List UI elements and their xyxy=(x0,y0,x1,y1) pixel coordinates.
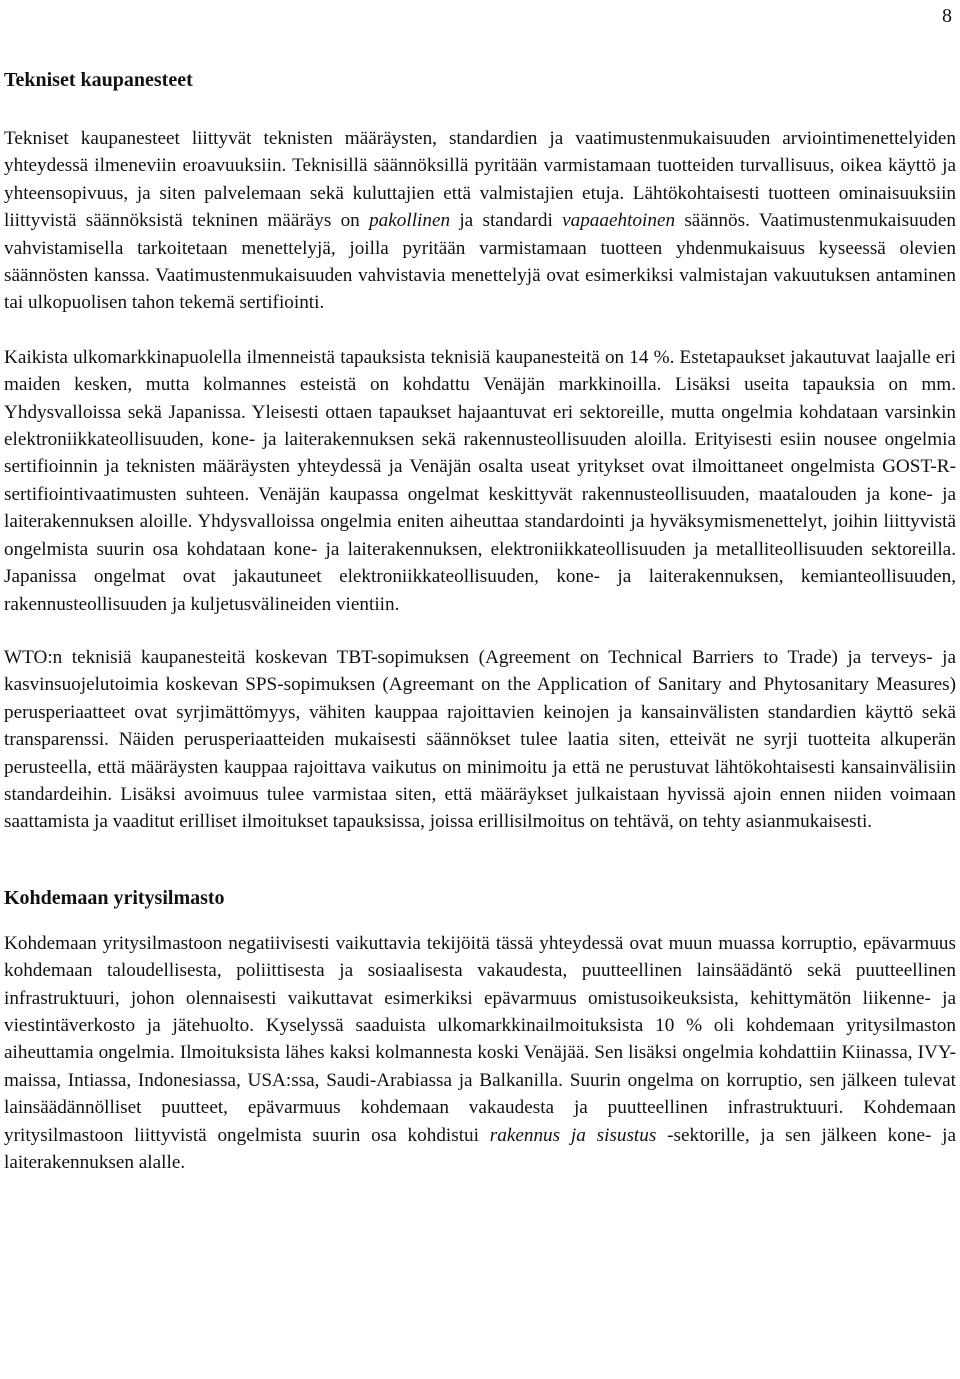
emphasis-mandatory: pakollinen xyxy=(369,210,451,232)
paragraph-technical-barriers-cases: Kaikista ulkomarkkinapuolella ilmenneistä tapauksista teknisiä kaupanesteitä on 14 %. Estetapaukset jakautuvat laajalle eri maiden kesken, mutta kolmannes esteistä on kohdattu Venäjän markkinoilla. Lisäksi useita tapauksia on mm. Yhdysvalloissa sekä Japanissa. Yleisesti ottaen tapaukset hajaantuvat eri sektoreille, mutta ongelmia kohdataan varsinkin elektroniikkateollisuuden, kone- ja laiterakennuksen sekä rakennusteollisuuden aloilla. Erityisesti esiin nousee ongelmia sertifioinnin ja teknisten määräysten yhteydessä ja Venäjän osalta useat yritykset ovat ilmoittaneet ongelmista GOST-R-sertifiointivaatimusten suhteen. Venäjän kaupassa ongelmat keskittyvät rakennusteollisuuden, maatalouden ja kone- ja laiterakennuksen aloille. Yhdysvalloissa ongelmia eniten aiheuttaa standardointi ja hyväksymismenettelyt, joihin liittyvistä ongelmista suurin osa kohdataan kone- ja laiterakennuksen, elektroniikkateollisuuden ja metalliteollisuuden sektoreilla. Japanissa ongelmat ovat jakautuneet elektroniikkateollisuuden, kone- ja laiterakennuksen, kemianteollisuuden, rakennusteollisuuden ja kuljetusvälineiden vientiin. xyxy=(4,346,956,615)
section-heading-business-climate: Kohdemaan yritysilmasto xyxy=(4,886,225,909)
page-content xyxy=(4,62,956,1176)
text-run: -sektorille, ja sen jälkeen kone- ja laiterakennuksen alalle. xyxy=(4,1124,956,1173)
text-run: Kohdemaan yritysilmastoon negatiivisesti vaikuttavia tekijöitä tässä yhteydessä ovat muun muassa korruptio, epävarmuus kohdemaan taloudellisesta, poliittisesta ja sosiaalisesta vakaudesta, puutteellinen lainsäädäntö sekä puutteellinen infrastruktuuri, johon olennaisesti vaikuttavat esimerkiksi epävarmuus omistusoikeuksista, kehittymätön liikenne- ja viestintäverkosto ja jätehuolto. Kyselyssä saaduista ulkomarkkinailmoituksista 10 % oli kohdemaan yritysilmaston aiheuttamia ongelmia. Ilmoituksista lähes kaksi kolmannesta koski Venäjää. Sen lisäksi ongelmia kohdattiin Kiinassa, IVY-maissa, Intiassa, Indonesiassa, USA:ssa, Saudi-Arabiassa ja Balkanilla. Suurin ongelma on korruptio, sen jälkeen tulevat lainsäädännölliset puutteet, epävarmuus kohdemaan vakaudesta ja puutteellinen infrastruktuuri. Kohdemaan yritysilmastoon liittyvistä ongelmista suurin osa kohdistui xyxy=(4,932,956,1146)
emphasis-construction-sector: rakennus ja sisustus xyxy=(489,1124,657,1146)
paragraph-wto-agreements: WTO:n teknisiä kaupanesteitä koskevan TBT-sopimuksen (Agreement on Technical Barriers to Trade) ja terveys- ja kasvinsuojelutoimia koskevan SPS-sopimuksen (Agreemant on the Application of Sanitary and Phytosanitary Measures) perusperiaatteet ovat syrjimättömyys, vähiten kauppaa rajoittavien keinojen ja kansainvälisten standardien käyttö sekä transparenssi. Näiden perusperiaatteiden mukaisesti säännökset tulee laatia siten, etteivät ne syrji tuotteita alkuperän perusteella, että määräysten kauppaa rajoittava vaikutus on minimoitu ja että ne perustuvat lähtökohtaisesti kansainvälisiin standardeihin. Lisäksi avoimuus tulee varmistaa siten, että määräykset julkaistaan hyvissä ajoin ennen niiden voimaan saattamista ja vaaditut erilliset ilmoitukset tapauksissa, joissa erillisilmoitus on tehtävä, on tehty asianmukaisesti. xyxy=(4,646,956,833)
text-run: Tekniset kaupanesteet liittyvät teknisten määräysten, standardien ja vaatimustenmukaisuuden arviointimenettelyiden yhteydessä ilmeneviin eroavuuksiin. Teknisillä säännöksillä pyritään varmistamaan tuotteiden turvallisuus, oikea käyttö ja yhteensopivuus, ja siten palvelemaan sekä kuluttajien että valmistajien etuja. Lähtökohtaisesti tuotteen ominaisuuksiin liittyvistä säännöksistä tekninen määräys on xyxy=(4,128,956,232)
text-run: ja standardi xyxy=(450,210,563,232)
section-heading-technical-barriers: Tekniset kaupanesteet xyxy=(4,69,193,91)
text-run: säännös. Vaatimustenmukaisuuden vahvistamisella tarkoitetaan menettelyjä, joilla pyritään varmistamaan tuotteen yhdenmukaisuus kyseessä olevien säännösten kanssa. Vaatimustenmukaisuuden vahvistavia menettelyjä ovat esimerkiksi valmistajan vakuutuksen antaminen tai ulkopuolisen tahon tekemä sertifiointi. xyxy=(4,210,956,314)
page-number: 8 xyxy=(942,5,952,27)
paragraph-technical-barriers-intro xyxy=(4,125,956,317)
paragraph-business-climate xyxy=(4,930,956,1177)
emphasis-voluntary: vapaaehtoinen xyxy=(562,210,676,232)
